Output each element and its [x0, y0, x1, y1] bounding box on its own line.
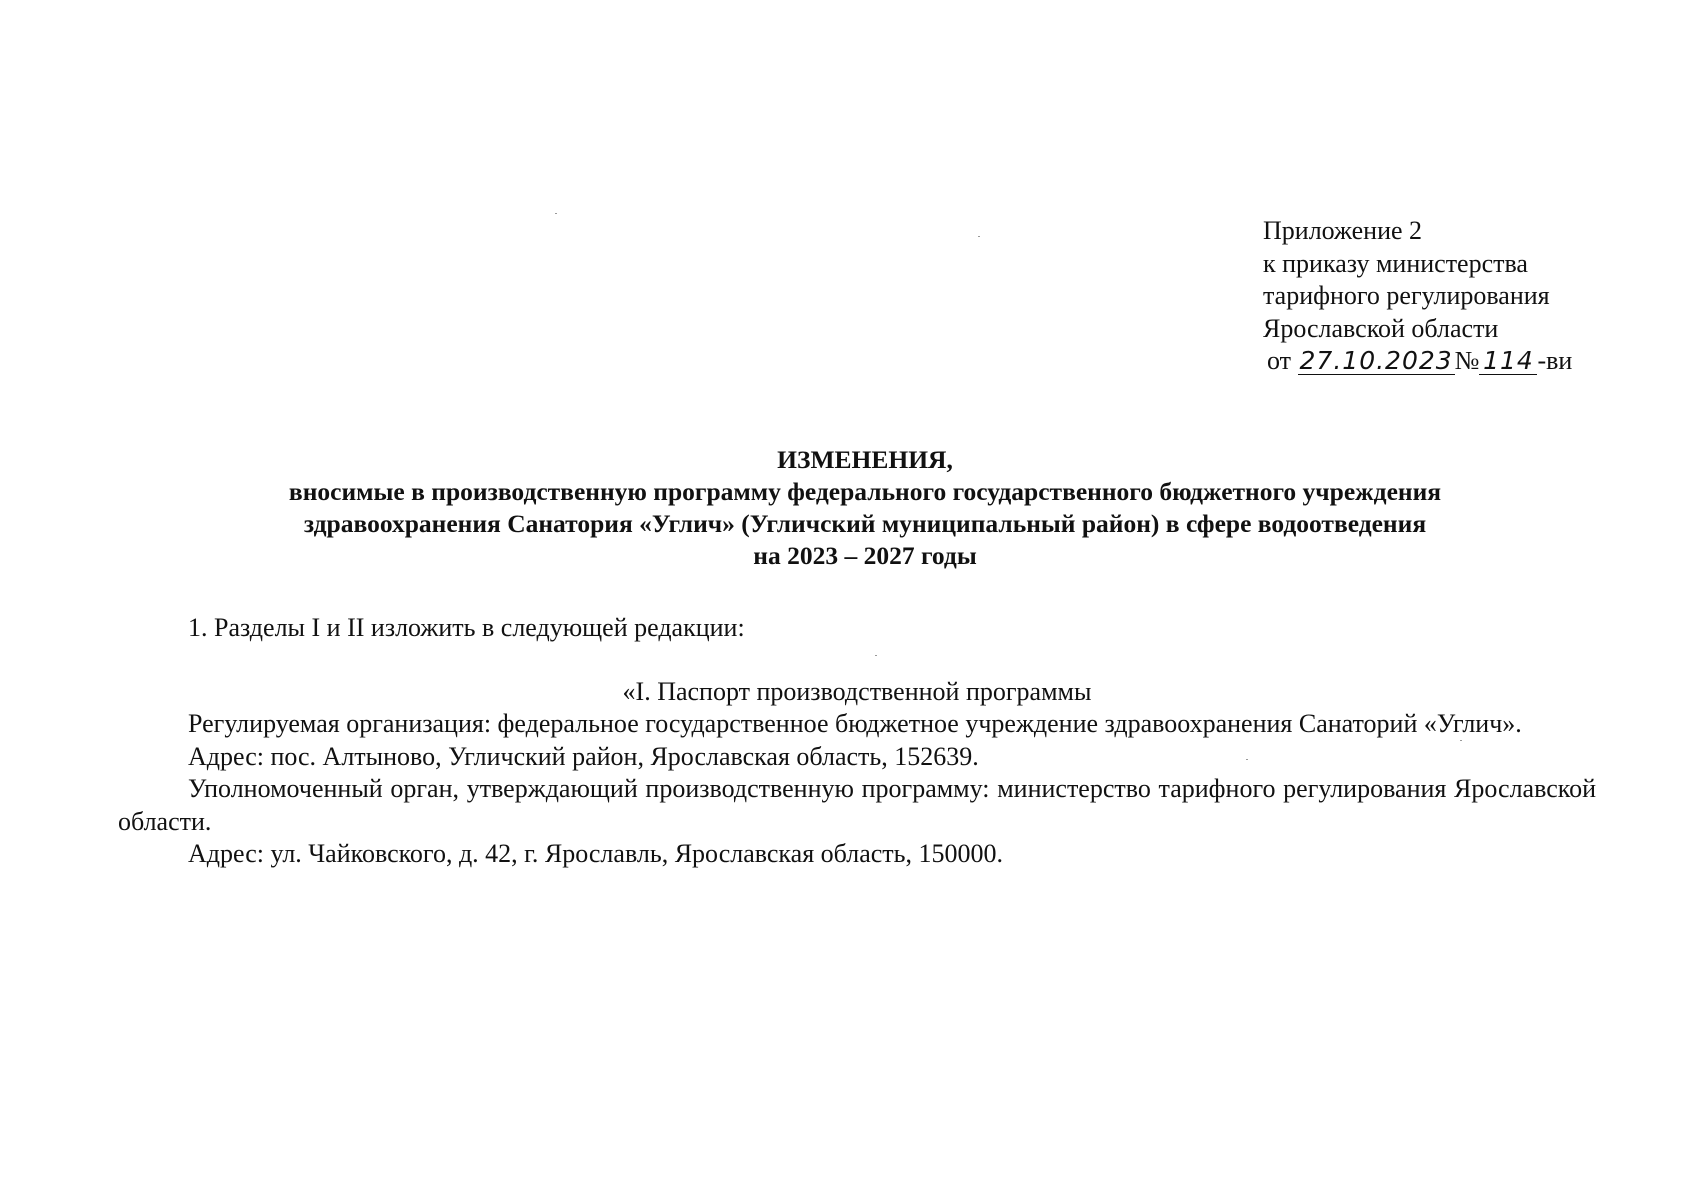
section-1-heading: «I. Паспорт производственной программы: [622, 677, 1092, 706]
scan-speck: [1246, 759, 1248, 760]
appendix-order-ref: к приказу министерства: [1263, 248, 1528, 278]
appendix-title: Приложение 2: [1263, 216, 1423, 245]
appendix-region: Ярославской области: [1263, 313, 1499, 343]
scan-speck: [555, 213, 557, 214]
handwritten-number: 114: [1479, 348, 1537, 375]
section-1-body: [118, 708, 1596, 871]
scan-speck: [978, 236, 980, 237]
appendix-block: [1263, 215, 1683, 378]
organization-address: Адрес: пос. Алтыново, Угличский район, Ярославская область, 152639.: [188, 741, 979, 771]
title-line-3: здравоохранения Санатория «Углич» (Угличский муниципальный район) в сфере водоотведения: [303, 509, 1427, 538]
authorized-body-address: Адрес: ул. Чайковского, д. 42, г. Ярославль, Ярославская область, 150000.: [188, 839, 1004, 868]
appendix-date-number: [1263, 345, 1683, 378]
handwritten-date: 27.10.2023: [1299, 346, 1453, 375]
authorized-body: Уполномоченный орган, утверждающий производственную программу: министерство тарифного регулирования Ярославской области.: [118, 774, 1596, 836]
appendix-ministry: тарифного регулирования: [1263, 281, 1550, 310]
title-heading: ИЗМЕНЕНИЯ,: [777, 445, 953, 474]
number-suffix: -ви: [1537, 346, 1573, 375]
number-sign: №: [1454, 346, 1480, 375]
regulated-organization: Регулируемая организация: федеральное государственное бюджетное учреждение здравоохранения Санаторий «Углич».: [188, 709, 1522, 738]
item-1-text: 1. Разделы I и II изложить в следующей редакции:: [188, 613, 745, 642]
title-line-4: на 2023 – 2027 годы: [753, 541, 977, 570]
from-label: от: [1267, 346, 1292, 375]
document-title: [130, 444, 1600, 572]
scan-speck: [1460, 740, 1462, 741]
scan-speck: [875, 655, 877, 656]
title-line-2: вносимые в производственную программу федерального государственного бюджетного учреждения: [288, 477, 1442, 506]
